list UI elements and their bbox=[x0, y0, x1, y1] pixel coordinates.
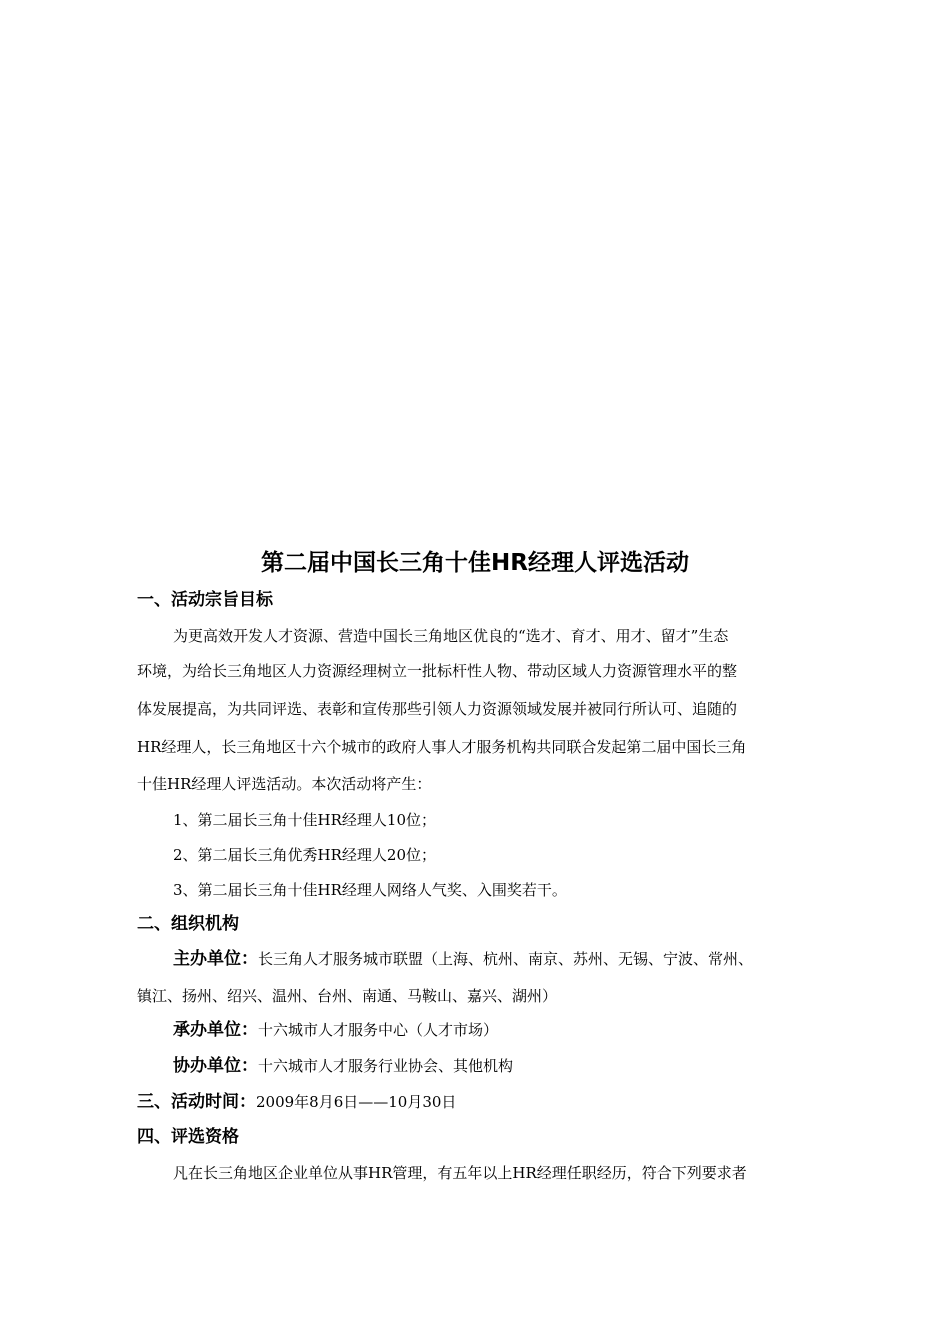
list-item: 1、第二届长三角十佳HR经理人10位； bbox=[173, 811, 437, 829]
host-line bbox=[173, 947, 753, 971]
activity-time-value: 2009年8月6日——10月30日 bbox=[256, 1093, 457, 1111]
list-item: 2、第二届长三角优秀HR经理人20位； bbox=[173, 846, 437, 864]
section-3-line bbox=[137, 1090, 456, 1114]
paragraph-line: 凡在长三角地区企业单位从事HR管理，有五年以上HR经理任职经历，符合下列要求者 bbox=[173, 1164, 747, 1182]
organizer-label: 承办单位： bbox=[173, 1020, 258, 1040]
document-title: 第二届中国长三角十佳HR经理人评选活动 bbox=[261, 550, 689, 576]
co-organizer-label: 协办单位： bbox=[173, 1056, 258, 1076]
co-organizer-value: 十六城市人才服务行业协会、其他机构 bbox=[258, 1057, 514, 1075]
paragraph-line: 体发展提高，为共同评选、表彰和宣传那些引领人力资源领域发展并被同行所认可、追随的 bbox=[137, 700, 738, 718]
paragraph-line: 为更高效开发人才资源、营造中国长三角地区优良的“选才、育才、用才、留才”生态 bbox=[173, 627, 729, 645]
section-4-heading: 四、评选资格 bbox=[137, 1127, 239, 1147]
organizer-line bbox=[173, 1018, 498, 1042]
section-2-heading: 二、组织机构 bbox=[137, 914, 239, 934]
paragraph-line: 环境，为给长三角地区人力资源经理树立一批标杆性人物、带动区域人力资源管理水平的整 bbox=[137, 662, 738, 680]
host-line-continued: 镇江、扬州、绍兴、温州、台州、南通、马鞍山、嘉兴、湖州） bbox=[137, 987, 558, 1005]
organizer-value: 十六城市人才服务中心（人才市场） bbox=[258, 1021, 499, 1039]
paragraph-line: HR经理人，长三角地区十六个城市的政府人事人才服务机构共同联合发起第二届中国长三角 bbox=[137, 738, 747, 756]
host-label: 主办单位： bbox=[173, 949, 258, 969]
section-3-heading: 三、活动时间： bbox=[137, 1092, 256, 1112]
paragraph-line: 十佳HR经理人评选活动。本次活动将产生： bbox=[137, 775, 432, 793]
host-value: 长三角人才服务城市联盟（上海、杭州、南京、苏州、无锡、宁波、常州、 bbox=[258, 950, 754, 968]
co-organizer-line bbox=[173, 1054, 513, 1078]
list-item: 3、第二届长三角十佳HR经理人网络人气奖、入围奖若干。 bbox=[173, 881, 567, 899]
section-1-heading: 一、活动宗旨目标 bbox=[137, 590, 273, 610]
